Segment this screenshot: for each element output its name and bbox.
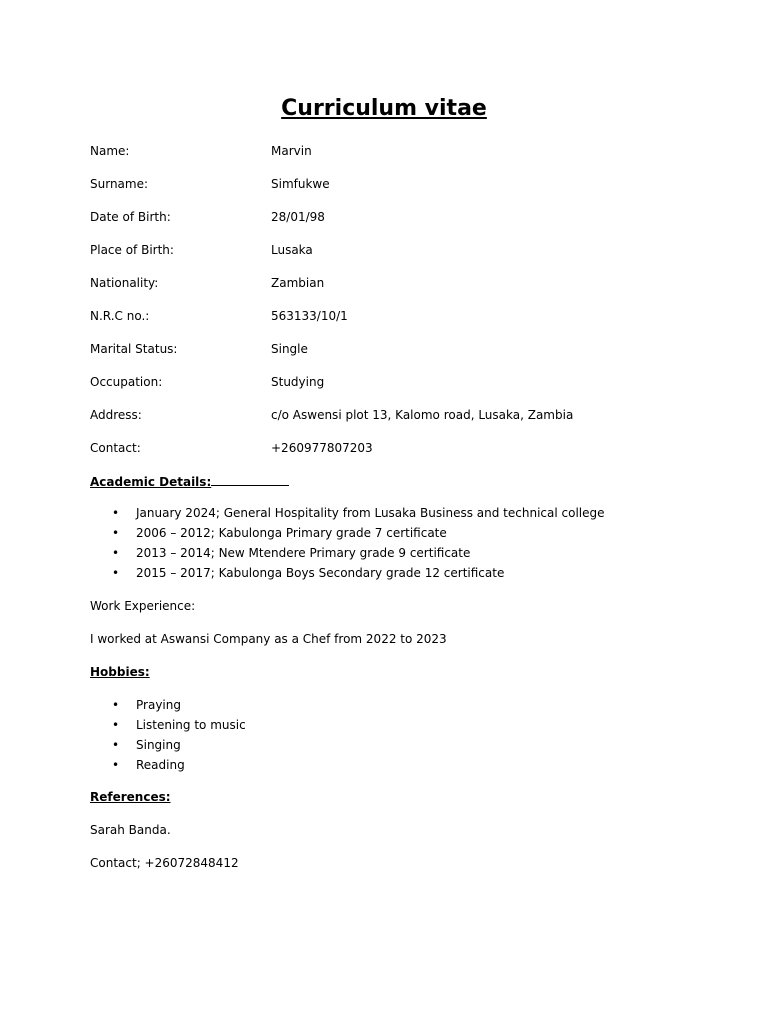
list-item [112,737,246,757]
list-item-text: 2006 – 2012; Kabulonga Primary grade 7 certificate [136,526,447,540]
detail-value: 28/01/98 [271,210,325,224]
list-item [112,697,246,717]
list-item-text: Reading [136,758,185,772]
detail-label: Place of Birth: [90,243,174,257]
reference-name: Sarah Banda. [90,823,171,837]
bullet-icon: • [112,526,120,540]
work-heading: Work Experience: [90,599,196,613]
bullet-icon: • [112,758,120,772]
academic-heading-text: Academic Details: [90,475,212,489]
bullet-icon: • [112,738,120,752]
list-item-text: 2013 – 2014; New Mtendere Primary grade 9 certificate [136,546,471,560]
detail-value: Single [271,342,308,356]
detail-value: 563133/10/1 [271,309,348,323]
detail-value: Simfukwe [271,177,330,191]
detail-label: Occupation: [90,375,163,389]
list-item-text: 2015 – 2017; Kabulonga Boys Secondary grade 12 certificate [136,566,505,580]
list-item [112,525,605,545]
work-text: I worked at Aswansi Company as a Chef from 2022 to 2023 [90,632,447,646]
bullet-icon: • [112,566,120,580]
list-item-text: Praying [136,698,181,712]
detail-value: Studying [271,375,325,389]
detail-value: Marvin [271,144,312,158]
references-heading: References: [90,790,171,804]
detail-label: Marital Status: [90,342,178,356]
list-item-text: Singing [136,738,181,752]
page-title: Curriculum vitae [281,96,487,121]
detail-label: Address: [90,408,142,422]
bullet-icon: • [112,546,120,560]
detail-value: Lusaka [271,243,313,257]
academic-list [112,505,605,585]
list-item [112,717,246,737]
list-item [112,545,605,565]
detail-label: Date of Birth: [90,210,171,224]
bullet-icon: • [112,698,120,712]
bullet-icon: • [112,718,120,732]
detail-value: +260977807203 [271,441,373,455]
detail-label: Name: [90,144,130,158]
detail-label: Nationality: [90,276,159,290]
academic-heading [90,473,289,490]
list-item [112,505,605,525]
detail-value: Zambian [271,276,325,290]
heading-underline-extension [211,473,289,486]
detail-label: Contact: [90,441,141,455]
hobbies-heading: Hobbies: [90,665,150,679]
detail-label: N.R.C no.: [90,309,150,323]
bullet-icon: • [112,506,120,520]
detail-label: Surname: [90,177,149,191]
list-item-text: January 2024; General Hospitality from Lusaka Business and technical college [136,506,605,520]
list-item-text: Listening to music [136,718,246,732]
detail-value: c/o Aswensi plot 13, Kalomo road, Lusaka, Zambia [271,408,574,422]
reference-contact: Contact; +26072848412 [90,856,239,870]
list-item [112,565,605,585]
list-item [112,757,246,777]
hobbies-list [112,697,246,777]
